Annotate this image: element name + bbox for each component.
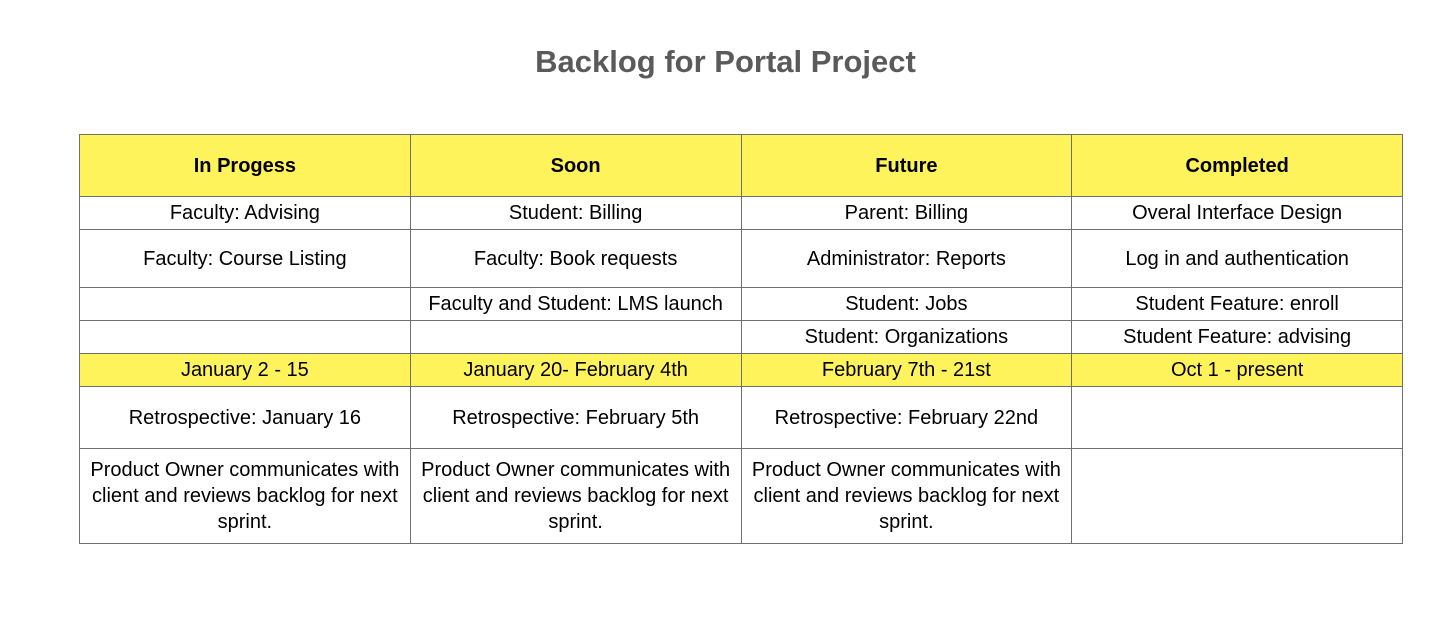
item-cell: Log in and authentication [1072,230,1403,288]
sprint-dates-row [80,354,1403,387]
table-row [80,321,1403,354]
header-cell-completed: Completed [1072,135,1403,197]
item-cell: Faculty: Course Listing [80,230,411,288]
table-row [80,288,1403,321]
item-cell: Student: Jobs [741,288,1072,321]
retrospective-cell: Retrospective: February 22nd [741,387,1072,449]
backlog-table [79,134,1403,544]
header-cell-soon: Soon [410,135,741,197]
table-row [80,230,1403,288]
retrospective-cell [1072,387,1403,449]
item-cell: Overal Interface Design [1072,197,1403,230]
page-title: Backlog for Portal Project [535,44,916,79]
item-cell: Student: Organizations [741,321,1072,354]
item-cell: Student Feature: enroll [1072,288,1403,321]
item-cell: Faculty and Student: LMS launch [410,288,741,321]
table-row [80,197,1403,230]
header-row [80,135,1403,197]
header-cell-future: Future [741,135,1072,197]
sprint-date-cell: Oct 1 - present [1072,354,1403,387]
retrospective-cell: Retrospective: January 16 [80,387,411,449]
sprint-date-cell: February 7th - 21st [741,354,1072,387]
item-cell: Student: Billing [410,197,741,230]
product-owner-note-cell: Product Owner communicates with client and reviews backlog for next sprint. [80,449,411,544]
sprint-date-cell: January 20- February 4th [410,354,741,387]
item-cell: Faculty: Book requests [410,230,741,288]
header-cell-in-progress: In Progess [80,135,411,197]
item-cell: Student Feature: advising [1072,321,1403,354]
item-cell [80,321,411,354]
item-cell: Faculty: Advising [80,197,411,230]
item-cell [80,288,411,321]
product-owner-row [80,449,1403,544]
item-cell: Administrator: Reports [741,230,1072,288]
retrospective-row [80,387,1403,449]
product-owner-note-cell: Product Owner communicates with client and reviews backlog for next sprint. [741,449,1072,544]
product-owner-note-cell [1072,449,1403,544]
item-cell: Parent: Billing [741,197,1072,230]
sprint-date-cell: January 2 - 15 [80,354,411,387]
retrospective-cell: Retrospective: February 5th [410,387,741,449]
item-cell [410,321,741,354]
product-owner-note-cell: Product Owner communicates with client and reviews backlog for next sprint. [410,449,741,544]
